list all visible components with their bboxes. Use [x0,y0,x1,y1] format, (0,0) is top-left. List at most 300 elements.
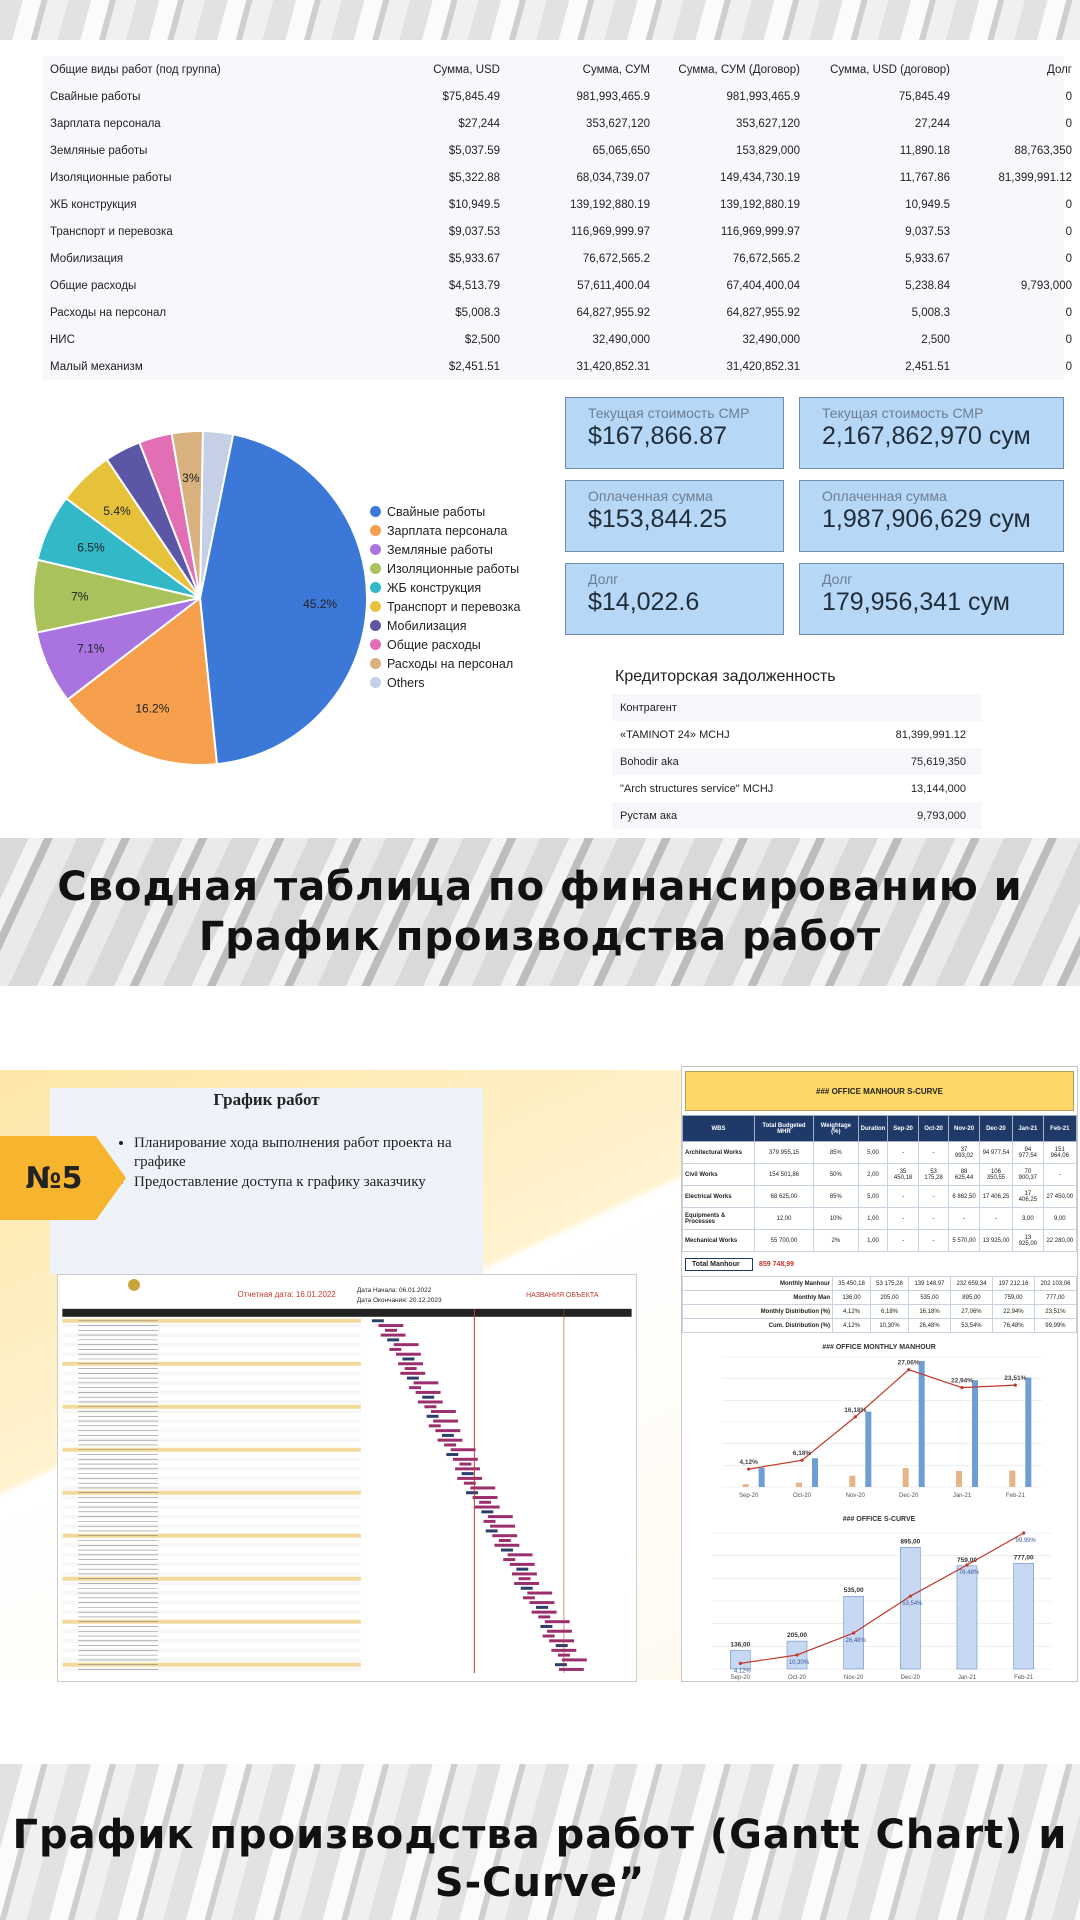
table-cell: 5,00 [858,1186,888,1208]
column-header: Nov-20 [949,1116,979,1142]
table-cell: Equipments & Processes [683,1208,755,1230]
bar [972,1380,978,1487]
card-label: Текущая стоимость СМР [588,405,750,421]
legend-item [370,654,520,673]
line-data-label: 23,51% [1004,1375,1027,1383]
table-row [683,1277,1077,1291]
card-value: 1,987,906,629 сум [822,505,1031,533]
table-cell: 27 450,00 [1043,1186,1076,1208]
legend-label: Расходы на персонал [387,656,514,671]
table-cell: НИС [50,333,75,346]
table-cell: $5,008.3 [455,306,500,319]
table-cell: Architectural Works [683,1142,755,1164]
column-header: Dec-20 [979,1116,1012,1142]
banner2-title-line2: S-Curve” [434,1860,646,1906]
table-row [612,721,982,748]
table-cell: 99,99% [1034,1319,1076,1333]
line-point [965,1563,968,1566]
line-data-label: 4,12% [739,1459,758,1467]
table-cell: 27,244 [914,117,950,130]
table-cell: 9,037.53 [905,225,950,238]
card-current-cost-sum [799,397,1064,469]
table-row [612,802,982,829]
table-cell: 35 450,18 [888,1164,918,1186]
table-cell: - [918,1142,948,1164]
table-cell: 0 [1065,225,1072,238]
legend-label: Мобилизация [387,618,467,633]
table-cell: 53,54% [950,1319,992,1333]
list-item: • Планирование хода выполнения работ проекта на графике [134,1134,454,1172]
table-cell: $2,451.51 [448,360,500,373]
legend-swatch [370,506,381,517]
bar-data-label: 759,00 [957,1556,977,1564]
table-cell: - [949,1208,979,1230]
table-cell: 202 103,06 [1034,1277,1076,1291]
table-cell: 3,00 [1013,1208,1043,1230]
table-cell: 85% [814,1142,859,1164]
table-cell: $10,949.5 [448,198,500,211]
table-cell: 136,00 [833,1291,871,1305]
table-cell: 353,627,120 [586,117,650,130]
x-tick-label: Nov-20 [845,1493,866,1499]
column-header: Сумма, СУМ [582,63,650,76]
line-point [800,1459,803,1462]
legend-label: Общие расходы [387,637,481,652]
legend-item [370,521,520,540]
creditor-amount: 9,793,000 [917,809,966,822]
series-line [740,1533,1023,1663]
line-data-label: 4,12% [733,1668,751,1675]
bar [1009,1471,1015,1487]
legend-swatch [370,544,381,555]
table-cell: 17 406,25 [979,1186,1012,1208]
gantt-end-date: Дата Окончания: 20.12.2023 [356,1296,442,1304]
line-point [739,1662,742,1665]
table-cell: 9,00 [1043,1208,1076,1230]
table-cell: 5,238.84 [905,279,950,292]
table-row [42,164,1072,191]
schedule-bullets [134,1134,454,1193]
line-point [907,1368,910,1371]
table-cell: Mechanical Works [683,1230,755,1252]
table-cell: 0 [1065,333,1072,346]
table-cell: 76,48% [992,1319,1034,1333]
banner-title-line2: График производства работ [198,914,882,960]
card-label: Оплаченная сумма [822,488,947,504]
table-cell: Транспорт и перевозка [50,225,173,238]
table-cell: Civil Works [683,1164,755,1186]
table-cell: 4,12% [833,1305,871,1319]
legend-label: Транспорт и перевозка [387,599,521,614]
table-cell: - [888,1186,918,1208]
table-cell: 0 [1065,117,1072,130]
total-manhour-row [685,1256,1074,1272]
table-cell: 17 406,25 [1013,1186,1043,1208]
table-cell: Свайные работы [50,90,141,103]
legend-swatch [370,563,381,574]
legend-swatch [370,601,381,612]
bar [743,1484,749,1487]
bar [812,1458,818,1487]
legend-label: Земляные работы [387,542,493,557]
chart-title: ### OFFICE MONTHLY MANHOUR [822,1344,936,1351]
creditors-table [612,694,982,829]
table-cell: 0 [1065,306,1072,319]
creditor-name: "Arch structures service" MCHJ [620,782,774,795]
gantt-start-date: Дата Начала: 06.01.2022 [356,1286,432,1294]
table-row [612,775,982,802]
line-point [795,1653,798,1656]
table-cell: 154 501,86 [754,1164,813,1186]
line-data-label: 26,48% [845,1637,866,1644]
table-cell: 1,00 [858,1230,888,1252]
card-paid-usd [565,480,784,552]
badge-label: №5 [25,1161,83,1196]
table-cell: 13 925,00 [979,1230,1012,1252]
line-point [854,1415,857,1418]
table-cell: 10,30% [871,1319,909,1333]
bar [957,1566,977,1669]
table-cell: 65,065,650 [592,144,650,157]
table-row [683,1291,1077,1305]
table-cell: Cum. Distribution (%) [683,1319,833,1333]
total-manhour-label: Total Manhour [685,1258,753,1271]
pie-data-label: 6.5% [77,540,105,555]
pie-data-label: 3% [182,471,200,486]
card-debt-usd [565,563,784,635]
table-row [42,272,1072,299]
table-cell: 777,00 [1034,1291,1076,1305]
table-cell: 205,00 [871,1291,909,1305]
table-cell: 232 659,34 [950,1277,992,1291]
x-tick-label: Oct-20 [787,1675,807,1681]
table-cell: 10,949.5 [905,198,950,211]
banner-summary [0,838,1080,986]
table-cell: 5,00 [858,1142,888,1164]
table-cell: $9,037.53 [448,225,500,238]
table-cell: 32,490,000 [742,333,800,346]
table-cell: 22 280,00 [1043,1230,1076,1252]
table-cell: 895,00 [950,1291,992,1305]
card-value: $167,866.87 [588,422,728,450]
scurve-panel [681,1066,1078,1682]
creditor-name: Рустам ака [620,809,678,822]
table-cell: - [979,1208,1012,1230]
table-cell: ЖБ конструкция [50,198,137,211]
column-header: WBS [683,1116,755,1142]
table-cell: - [888,1208,918,1230]
monthly-manhour-chart [682,1339,1077,1509]
line-data-label: 99,99% [1015,1538,1036,1545]
table-row [42,191,1072,218]
bar [849,1476,855,1487]
creditors-header-label: Контрагент [620,701,677,714]
table-cell: 116,969,999.97 [570,225,650,238]
line-point [960,1386,963,1389]
banner-title-line1: Сводная таблица по финансированию и [57,864,1023,910]
x-tick-label: Dec-20 [900,1675,921,1681]
bar-data-label: 895,00 [900,1538,921,1546]
table-cell: $5,037.59 [448,144,500,157]
table-cell: 2,00 [858,1164,888,1186]
table-cell: - [888,1142,918,1164]
table-row [683,1186,1077,1208]
column-header: Сумма, СУМ (Договор) [678,63,800,76]
scurve-chart [682,1511,1077,1687]
legend-swatch [370,620,381,631]
table-cell: 2,500 [921,333,950,346]
gantt-object-name: НАЗВАНИЯ ОБЪЕКТА [526,1291,599,1299]
line-data-label: 76,48% [958,1569,980,1576]
table-cell: 27,06% [950,1305,992,1319]
bar [919,1361,925,1487]
line-data-label: 10,30% [788,1659,810,1666]
table-cell: - [918,1186,948,1208]
pie-data-label: 45.2% [303,596,338,611]
legend-item [370,597,520,616]
total-manhour-value: 859 748,99 [759,1260,795,1268]
table-cell: 0 [1065,360,1072,373]
table-row [683,1319,1077,1333]
list-item: • Предоставление доступа к графику заказчику [134,1173,454,1192]
table-cell: 0 [1065,252,1072,265]
table-row [42,110,1072,137]
table-cell: 22,94% [992,1305,1034,1319]
pie-legend [370,502,520,692]
card-label: Текущая стоимость СМР [822,405,984,421]
column-header: Weightage (%) [814,1116,859,1142]
table-cell: - [1043,1164,1076,1186]
card-value: $153,844.25 [588,505,728,533]
line-data-label: 22,94% [950,1377,974,1385]
creditor-amount: 81,399,991.12 [895,728,966,741]
table-cell: 76,672,565.2 [582,252,650,265]
bar-data-label: 136,00 [730,1641,751,1649]
table-cell: 81,399,991.12 [998,171,1072,184]
line-point [1014,1384,1017,1387]
column-header: Долг [1047,63,1072,76]
finance-table [42,56,1072,380]
bar-data-label: 205,00 [787,1632,807,1640]
table-cell: 5 570,00 [949,1230,979,1252]
table-cell: $2,500 [464,333,500,346]
line-data-label: 27,06% [897,1359,920,1367]
card-label: Долг [822,571,853,587]
legend-label: Изоляционные работы [387,561,520,576]
gantt-report-date: Отчетная дата: 16.01.2022 [237,1289,336,1299]
banner2-title-line1: График производства работ (Gantt Chart) и [12,1812,1068,1858]
table-cell: 981,993,465.9 [576,90,650,103]
card-label: Долг [588,571,619,587]
table-row [683,1305,1077,1319]
creditors-title: Кредиторская задолженность [615,668,836,685]
table-cell: 11,767.86 [899,171,950,184]
table-row [683,1230,1077,1252]
creditor-name: Bohodir aka [620,755,679,768]
x-tick-label: Sep-20 [730,1675,751,1681]
table-cell: - [918,1208,948,1230]
bar [903,1468,909,1487]
column-header: Сумма, USD [433,63,500,76]
table-cell: Изоляционные работы [50,171,172,184]
table-cell: 55 700,00 [754,1230,813,1252]
bar [796,1483,802,1487]
table-cell: $75,845.49 [442,90,500,103]
pie-data-label: 7% [71,589,89,604]
table-cell: 31,420,852.31 [726,360,800,373]
table-cell: 26,48% [909,1319,951,1333]
x-tick-label: Feb-21 [1014,1675,1034,1681]
card-current-cost-usd [565,397,784,469]
card-debt-sum [799,563,1064,635]
table-cell: Земляные работы [50,144,148,157]
table-cell: Monthly Distribution (%) [683,1305,833,1319]
line-point [1022,1531,1025,1534]
pie-chart [30,428,370,768]
table-cell: 35 450,18 [833,1277,871,1291]
table-cell: 6,18% [871,1305,909,1319]
table-cell: 10% [814,1208,859,1230]
top-decor-band [0,0,1080,40]
table-cell: 106 350,55 [979,1164,1012,1186]
x-tick-label: Jan-21 [957,1675,977,1681]
table-cell: 2,451.51 [905,360,950,373]
card-paid-sum [799,480,1064,552]
table-cell: 1,00 [858,1208,888,1230]
table-cell: 64,827,955.92 [576,306,650,319]
column-header: Jan-21 [1013,1116,1043,1142]
schedule-title: График работ [213,1090,320,1109]
table-row [42,83,1072,110]
creditor-amount: 75,619,350 [910,755,966,768]
table-cell: $4,513.79 [448,279,500,292]
legend-item [370,635,520,654]
table-cell: 139,192,880.19 [720,198,800,211]
table-cell: 64,827,955.92 [726,306,800,319]
pie-data-label: 16.2% [135,701,170,716]
column-header: Duration [858,1116,888,1142]
table-cell: 5,008.3 [911,306,950,319]
table-cell: Monthly Manhour [683,1277,833,1291]
table-cell: 75,845.49 [898,90,950,103]
table-cell: Малый механизм [50,360,143,373]
table-row [42,245,1072,272]
table-cell: 151 964,06 [1043,1142,1076,1164]
table-cell: 16,18% [909,1305,951,1319]
table-cell: 139,192,880.19 [570,198,650,211]
legend-swatch [370,525,381,536]
table-cell: - [888,1230,918,1252]
card-value: $14,022.6 [588,588,700,616]
x-tick-label: Feb-21 [1005,1493,1025,1499]
x-tick-label: Jan-21 [952,1493,972,1499]
scurve-summary-table [682,1276,1077,1333]
table-cell: 23,51% [1034,1305,1076,1319]
table-cell: 981,993,465.9 [726,90,800,103]
legend-swatch [370,677,381,688]
creditor-name: «TAMINOT 24» MCHJ [620,728,730,741]
column-header: Sep-20 [888,1116,918,1142]
line-point [747,1468,750,1471]
legend-item [370,502,520,521]
table-row [683,1208,1077,1230]
table-row [42,326,1072,353]
table-cell: Мобилизация [50,252,124,265]
table-cell: 53 175,28 [918,1164,948,1186]
table-cell: 6 862,50 [949,1186,979,1208]
table-cell: 57,611,400.04 [577,279,650,292]
table-cell: 37 993,02 [949,1142,979,1164]
bar [1025,1378,1031,1487]
scurve-wbs-table [682,1115,1077,1252]
table-cell: 11,890.18 [899,144,950,157]
finance-table-header [42,56,1072,83]
table-cell: 759,00 [992,1291,1034,1305]
table-cell: 9,793,000 [1020,279,1072,292]
table-cell: Electrical Works [683,1186,755,1208]
bar [865,1412,871,1487]
x-tick-label: Sep-20 [738,1493,759,1499]
bar [1014,1563,1034,1669]
table-cell: 0 [1065,198,1072,211]
legend-label: Others [387,675,425,690]
creditors-header [612,694,982,721]
table-cell: 88 625,44 [949,1164,979,1186]
bar-data-label: 535,00 [843,1587,864,1595]
table-cell: 379 955,15 [754,1142,813,1164]
column-header: Общие виды работ (под группа) [50,63,221,76]
table-cell: 535,00 [909,1291,951,1305]
legend-swatch [370,582,381,593]
legend-label: ЖБ конструкция [387,580,482,595]
table-cell: Расходы на персонал [50,306,167,319]
table-cell: 116,969,999.97 [720,225,800,238]
table-cell: 85% [814,1186,859,1208]
pie-data-label: 5.4% [103,503,131,518]
card-value: 179,956,341 сум [822,588,1010,616]
table-cell: 70 900,37 [1013,1164,1043,1186]
bar [759,1468,765,1487]
section-number-badge [0,1136,126,1220]
column-header: Oct-20 [918,1116,948,1142]
bar [900,1547,920,1669]
table-cell: 2% [814,1230,859,1252]
x-tick-label: Oct-20 [792,1493,812,1499]
table-cell: 153,829,000 [736,144,800,157]
table-cell: 67,404,400.04 [726,279,800,292]
table-cell: Monthly Man [683,1291,833,1305]
table-cell: 13 925,00 [1013,1230,1043,1252]
scurve-title: ### OFFICE MANHOUR S-CURVE [685,1071,1074,1111]
table-cell: 12,00 [754,1208,813,1230]
table-cell: 88,763,350 [1014,144,1072,157]
legend-item [370,559,520,578]
table-cell: 197 212,16 [992,1277,1034,1291]
bar [730,1651,750,1669]
table-cell: - [918,1230,948,1252]
legend-item [370,673,520,692]
legend-swatch [370,658,381,669]
table-cell: 4,12% [833,1319,871,1333]
line-data-label: 6,18% [792,1450,812,1458]
chart-title: ### OFFICE S-CURVE [842,1516,916,1523]
table-cell: $27,244 [458,117,500,130]
x-tick-label: Dec-20 [898,1493,919,1499]
table-cell: 149,434,730.19 [720,171,800,184]
table-cell: $5,933.67 [448,252,500,265]
column-header: Feb-21 [1043,1116,1076,1142]
legend-item [370,578,520,597]
